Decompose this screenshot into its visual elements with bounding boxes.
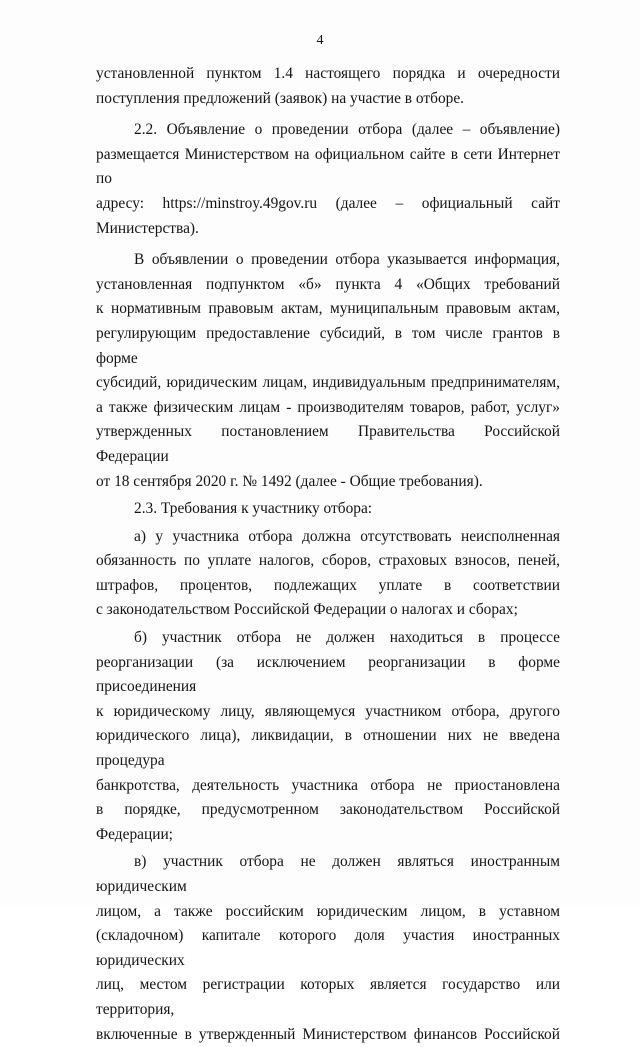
text-line: утвержденных постановлением Правительства Российской Федерации [96, 423, 560, 465]
text-line: от 18 сентября 2020 г. № 1492 (далее - Общие требования). [96, 472, 483, 490]
page-number: 4 [316, 33, 324, 48]
text-line: штрафов, процентов, подлежащих уплате в соответствии [96, 576, 560, 594]
text-line: адресу: https://minstroy.49gov.ru (далее – официальный сайт [96, 194, 560, 212]
paragraph-item-b [96, 626, 560, 847]
text-line: лиц, местом регистрации которых является государство или территория, [96, 976, 560, 1018]
text-line: лицом, а также российским юридическим лицом, в уставном [96, 902, 560, 920]
text-line: (складочном) капитале которого доля участия иностранных юридических [96, 927, 560, 969]
text-line: в порядке, предусмотренном законодательством Российской Федерации; [96, 801, 560, 843]
text-line: 2.2. Объявление о проведении отбора (далее – объявление) [134, 121, 560, 139]
text-line: а также физическим лицам - производителям товаров, работ, услуг» [96, 398, 560, 416]
text-line: регулирующим предоставление субсидий, в том числе грантов в форме [96, 324, 560, 367]
text-line: Министерства). [96, 219, 199, 237]
text-line: установленная подпунктом «б» пункта 4 «Общих требований [96, 275, 560, 293]
text-line: банкротства, деятельность участника отбора не приостановлена [96, 776, 560, 794]
paragraph-announcement-info [96, 248, 560, 494]
text-line: поступления предложений (заявок) на участие в отборе. [96, 89, 465, 107]
text-line: к нормативным правовым актам, муниципальным правовым актам, [96, 300, 560, 318]
paragraph-item-v [96, 850, 560, 1047]
paragraph-2-3 [96, 497, 560, 522]
text-line: а) у участника отбора должна отсутствовать неисполненная [134, 527, 560, 545]
text-line: установленной пунктом 1.4 настоящего порядка и очередности [96, 65, 560, 82]
text-line: обязанность по уплате налогов, сборов, страховых взносов, пеней, [96, 552, 560, 570]
text-line: включенные в утвержденный Министерством финансов Российской [96, 1025, 560, 1043]
paragraph-continuation [96, 62, 560, 111]
text-line: размещается Министерством на официальном сайте в сети Интернет по [96, 145, 560, 188]
text-line: к юридическому лицу, являющемуся участником отбора, другого [96, 702, 560, 720]
paragraph-item-a [96, 525, 560, 623]
text-line: субсидий, юридическим лицам, индивидуальным предпринимателям, [96, 374, 560, 392]
paragraph-2-2 [96, 118, 560, 241]
text-line: б) участник отбора не должен находиться в процессе [134, 629, 560, 647]
document-body [96, 62, 560, 1047]
text-line: юридического лица), ликвидации, в отношении них не введена процедура [96, 727, 560, 770]
text-line: с законодательством Российской Федерации о налогах и сборах; [96, 601, 518, 619]
text-line: в) участник отбора не должен являться иностранным юридическим [96, 853, 560, 895]
text-line: 2.3. Требования к участнику отбора: [134, 500, 373, 518]
text-line: реорганизации (за исключением реорганизации в форме присоединения [96, 653, 560, 696]
text-line: В объявлении о проведении отбора указывается информация, [134, 251, 560, 269]
